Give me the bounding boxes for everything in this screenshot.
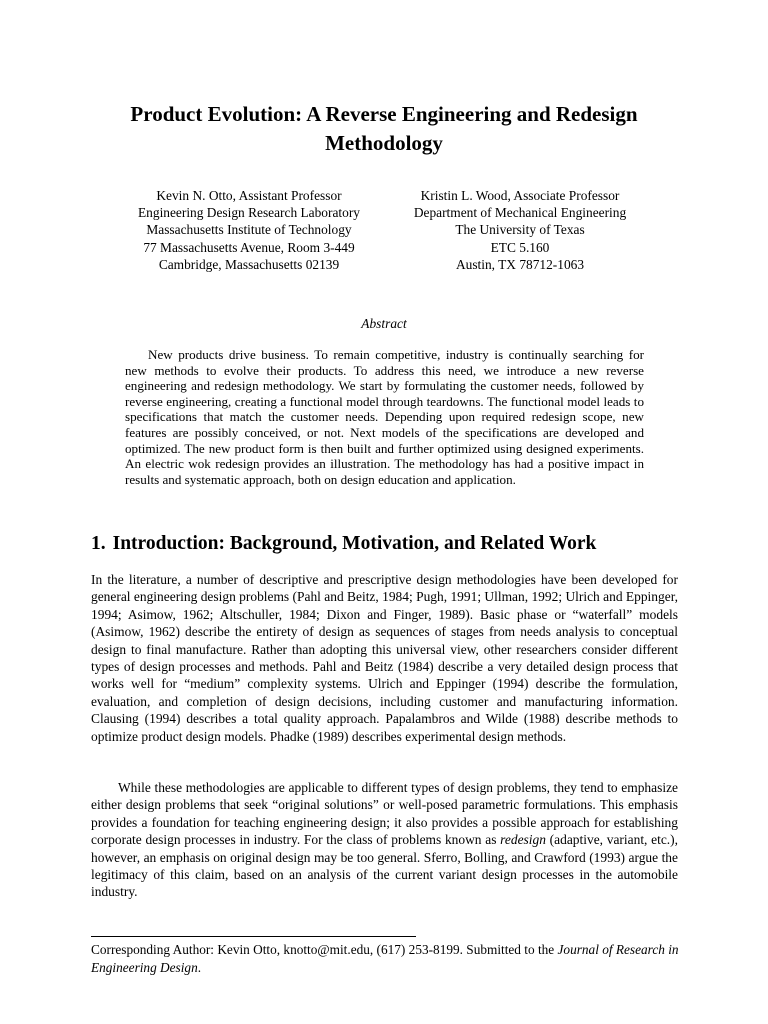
intro-paragraph-2	[91, 779, 678, 901]
section-number: 1.	[91, 533, 106, 554]
intro-paragraph-2-text-start: While these methodologies are applicable to different types of design problems, they tend to emphasize either design problems that seek “original solutions” or well-posed parametric formulations. This emphasis provides a foundation for teaching engineering design; it also provides a possible approach for establishing corporate design processes in industry. For the class of problems known as	[91, 780, 678, 848]
author-wood	[390, 187, 650, 273]
section-heading	[91, 532, 731, 556]
author-institution: Massachusetts Institute of Technology	[146, 222, 352, 238]
intro-paragraph-1: In the literature, a number of descriptive and prescriptive design methodologies have been developed for general engineering design problems (Pahl and Beitz, 1984; Pugh, 1991; Ullman, 1992; Ulrich and Eppinger, 1994; Asimow, 1962; Altschuller, 1984; Dixon and Finger, 1989). Basic phase or “waterfall” models (Asimow, 1962) describe the entirety of design as sequences of stages from needs analysis to conceptual design to final manufacture. Rather than adopting this universal view, other researchers consider different types of design processes and methods. Pahl and Beitz (1984) describe a very detailed design process that works well for “medium” complexity systems. Ulrich and Eppinger (1994) describe the formulation, evaluation, and completion of design decisions, including customer and manufacturing information. Clausing (1994) describes a total quality approach. Papalambros and Wilde (1988) describe methods to optimize product design models. Phadke (1989) describes experimental design methods.	[91, 572, 678, 744]
footnote-paragraph	[91, 941, 681, 977]
footnote-journal: Journal of Research in Engineering Design	[91, 942, 679, 975]
intro-paragraph-2-block	[91, 779, 678, 901]
author-address-line-2: Austin, TX 78712-1063	[455, 256, 585, 272]
paper-title-line-1: Product Evolution: A Reverse Engineering and Redesign	[130, 102, 638, 126]
author-address-line-2: Cambridge, Massachusetts 02139	[158, 256, 340, 272]
author-institution: The University of Texas	[455, 222, 585, 238]
footnote-divider	[91, 936, 416, 937]
author-department: Department of Mechanical Engineering	[413, 205, 627, 221]
author-name-title: Kristin L. Wood, Associate Professor	[420, 188, 620, 203]
paper-title-line-2: Methodology	[325, 131, 443, 155]
footnote	[91, 941, 681, 977]
author-address-line-1: 77 Massachusetts Avenue, Room 3-449	[143, 239, 355, 255]
footnote-end: .	[197, 960, 202, 975]
author-address-line-1: ETC 5.160	[490, 239, 550, 255]
abstract-heading: Abstract	[361, 316, 407, 331]
intro-paragraph-2-text-end: (adaptive, variant, etc.), however, an emphasis on original design may be too general. Sferro, Bolling, and Crawford (1993) argue the legitimacy of this claim, based on an analysis of the current variant design processes in the automobile industry.	[91, 832, 678, 900]
abstract-body	[125, 347, 644, 487]
section-title: Introduction: Background, Motivation, and Related Work	[112, 533, 597, 554]
emphasis-redesign: redesign	[500, 832, 546, 848]
abstract-paragraph: New products drive business. To remain competitive, industry is continually searching for new methods to evolve their products. To address this need, we introduce a new reverse engineering and redesign methodology. We start by formulating the customer needs, followed by reverse engineering, creating a functional model through teardowns. The functional model leads to specifications that match the customer needs. Depending upon required redesign scope, new features are possibly conceived, or not. Next models of the specifications are developed and optimized. The new product form is then built and further optimized using designed experiments. An electric wok redesign provides an illustration. The methodology has had a positive impact in results and systematic approach, both on design education and application.	[125, 347, 644, 487]
footnote-text: Corresponding Author: Kevin Otto, knotto@mit.edu, (617) 253-8199. Submitted to the	[91, 942, 558, 957]
author-department: Engineering Design Research Laboratory	[138, 205, 360, 221]
intro-paragraph-1-block	[91, 571, 678, 745]
author-otto	[114, 187, 384, 273]
paper-title	[60, 100, 708, 158]
author-name-title: Kevin N. Otto, Assistant Professor	[156, 188, 342, 203]
